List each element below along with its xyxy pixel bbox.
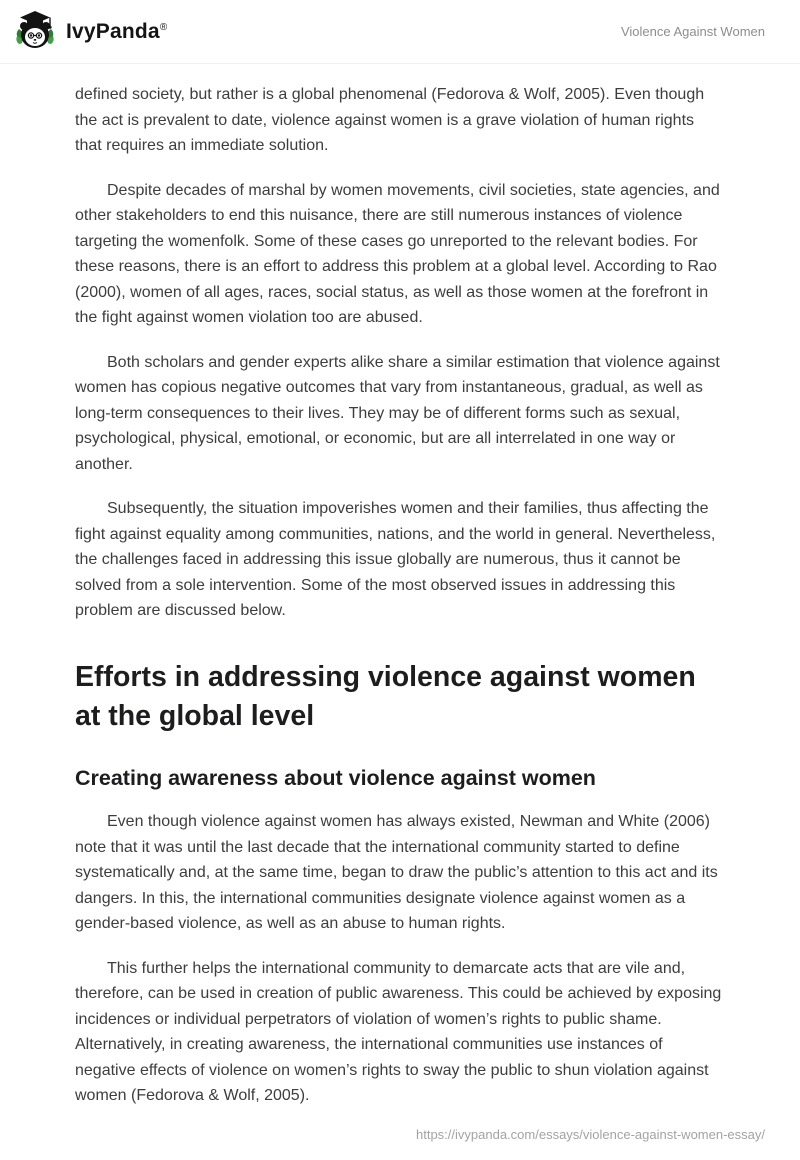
page-header (0, 0, 800, 64)
paragraph: Both scholars and gender experts alike share a similar estimation that violence against women has copious negative outcomes that vary from instantaneous, gradual, as well as long-term consequences to their lives. They may be of different forms such as sexual, psychological, physical, emotional, or economic, but are all interrelated in one way or another. (75, 353, 720, 473)
ivypanda-panda-icon (14, 6, 56, 57)
paragraph: This further helps the international community to demarcate acts that are vile and, therefore, can be used in creation of public awareness. This could be achieved by exposing incidences or individual perpetrators of violation of women’s rights to public shame. Alternatively, in creating awareness, the international communities use instances of negative effects of violence on women’s rights to sway the public to shun violation against women (Fedorova & Wolf, 2005). (75, 959, 722, 1105)
document-title-label: Violence Against Women (620, 24, 765, 39)
ivypanda-logo[interactable] (14, 6, 167, 57)
brand-name: IvyPanda® (66, 19, 168, 43)
paragraph: Even though violence against women has always existed, Newman and White (2006) note that it was until the last decade that the international community started to define systematically and, at the same time, began to draw the public’s attention to this act and its dangers. In this, the international communities designate violence against women as a gender-based violence, as well as an abuse to human rights. (75, 813, 718, 933)
paragraph: Despite decades of marshal by women movements, civil societies, state agencies, and other stakeholders to end this nuisance, there are still numerous instances of violence targeting the womenfolk. Some of these cases go unreported to the relevant bodies. For these reasons, there is an effort to address this problem at a global level. According to Rao (2000), women of all ages, races, social status, as well as those women at the forefront in the fight against women violation too are abused. (75, 181, 720, 326)
document-body (0, 64, 800, 1109)
paragraph: defined society, but rather is a global phenomenal (Fedorova & Wolf, 2005). Even though the act is prevalent to date, violence against women is a grave violation of human rights that requires an immediate solution. (75, 86, 705, 154)
paragraph: Subsequently, the situation impoverishes women and their families, thus affecting the fight against equality among communities, nations, and the world in general. Nevertheless, the challenges faced in addressing this issue globally are numerous, thus it cannot be solved from a sole intervention. Some of the most observed issues in addressing this problem are discussed below. (75, 500, 716, 619)
section-heading: Efforts in addressing violence against women at the global level (75, 660, 696, 732)
subsection-heading: Creating awareness about violence against women (75, 766, 596, 791)
registered-trademark: ® (159, 21, 168, 33)
source-url: https://ivypanda.com/essays/violence-against-women-essay/ (416, 1127, 765, 1142)
